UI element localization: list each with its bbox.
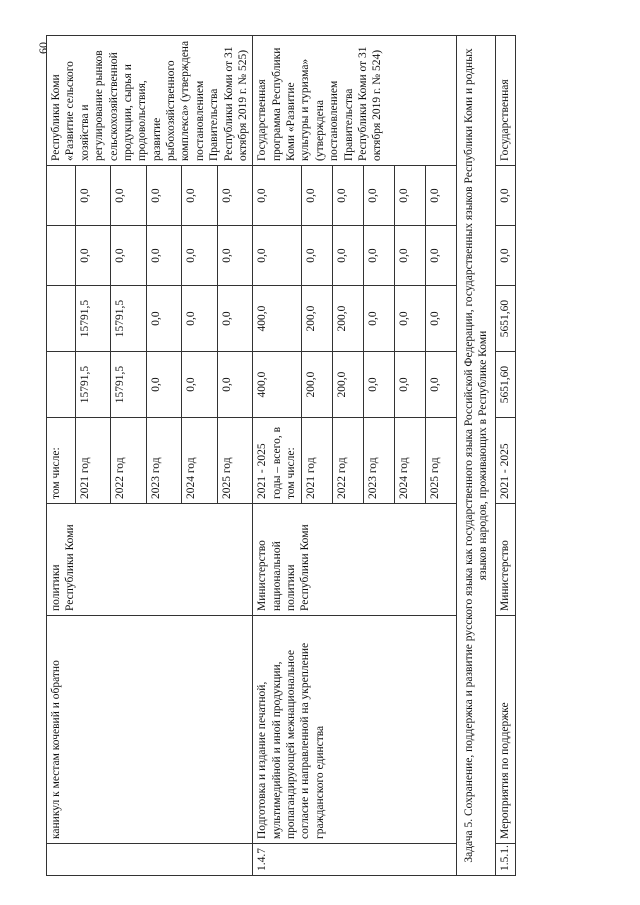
description-cell: Подготовка и издание печатной, мультимедийной и иной продукции, пропагандирующей межнациональное согласие и направленной на укрепление гражданского единства <box>253 616 457 844</box>
regional-budget-cell: 5651,60 <box>496 286 515 352</box>
total-cell: 200,0 <box>302 352 333 418</box>
other-sources-cell: 0,0 <box>496 166 515 226</box>
row-number-cell <box>47 844 253 876</box>
total-cell: 15791,5 <box>111 352 147 418</box>
task-heading-row <box>457 36 496 876</box>
federal-budget-cell <box>47 226 76 286</box>
rotated-page-content <box>46 36 612 876</box>
page-number: 60 <box>36 42 50 54</box>
other-sources-cell: 0,0 <box>395 166 426 226</box>
regional-budget-cell: 15791,5 <box>111 286 147 352</box>
total-cell: 5651,60 <box>496 352 515 418</box>
federal-budget-cell: 0,0 <box>75 226 111 286</box>
federal-budget-cell: 0,0 <box>333 226 364 286</box>
total-cell: 15791,5 <box>75 352 111 418</box>
total-cell: 0,0 <box>364 352 395 418</box>
regional-budget-cell: 0,0 <box>146 286 182 352</box>
description-cell: Мероприятия по поддержке <box>496 616 515 844</box>
total-cell: 0,0 <box>182 352 218 418</box>
regional-budget-cell: 400,0 <box>253 286 302 352</box>
year-cell: 2023 год <box>146 418 182 504</box>
year-cell: 2021 год <box>75 418 111 504</box>
regional-budget-cell: 200,0 <box>333 286 364 352</box>
other-sources-cell: 0,0 <box>182 166 218 226</box>
total-cell: 400,0 <box>253 352 302 418</box>
row-number-cell: 1.4.7 <box>253 844 457 876</box>
program-cell: Государственная программа Республики Коми «Развитие культуры и туризма» (утверждена постановлением Правительства Республики Коми от 31 октября 2019 г. № 524) <box>253 36 457 166</box>
other-sources-cell: 0,0 <box>111 166 147 226</box>
other-sources-cell <box>47 166 76 226</box>
other-sources-cell: 0,0 <box>364 166 395 226</box>
federal-budget-cell: 0,0 <box>111 226 147 286</box>
regional-budget-cell <box>47 286 76 352</box>
total-cell: 0,0 <box>426 352 457 418</box>
row-number-cell: 1.5.1. <box>496 844 515 876</box>
table-row <box>253 36 302 876</box>
regional-budget-cell: 0,0 <box>364 286 395 352</box>
federal-budget-cell: 0,0 <box>253 226 302 286</box>
other-sources-cell: 0,0 <box>333 166 364 226</box>
federal-budget-cell: 0,0 <box>302 226 333 286</box>
regional-budget-cell: 0,0 <box>217 286 253 352</box>
agency-cell: политики Республики Коми <box>47 504 253 616</box>
federal-budget-cell: 0,0 <box>146 226 182 286</box>
other-sources-cell: 0,0 <box>75 166 111 226</box>
year-cell: 2025 год <box>426 418 457 504</box>
other-sources-cell: 0,0 <box>302 166 333 226</box>
total-cell: 0,0 <box>217 352 253 418</box>
program-table <box>46 35 516 876</box>
total-cell: 200,0 <box>333 352 364 418</box>
federal-budget-cell: 0,0 <box>395 226 426 286</box>
federal-budget-cell: 0,0 <box>364 226 395 286</box>
year-cell: 2025 год <box>217 418 253 504</box>
year-cell: 2023 год <box>364 418 395 504</box>
other-sources-cell: 0,0 <box>253 166 302 226</box>
federal-budget-cell: 0,0 <box>217 226 253 286</box>
regional-budget-cell: 15791,5 <box>75 286 111 352</box>
year-cell: 2021 год <box>302 418 333 504</box>
agency-cell: Министерство <box>496 504 515 616</box>
total-cell: 0,0 <box>395 352 426 418</box>
period-cell: 2021 - 2025 <box>496 418 515 504</box>
total-cell <box>47 352 76 418</box>
year-cell: 2024 год <box>395 418 426 504</box>
year-cell: 2022 год <box>333 418 364 504</box>
year-cell: 2022 год <box>111 418 147 504</box>
regional-budget-cell: 0,0 <box>395 286 426 352</box>
regional-budget-cell: 200,0 <box>302 286 333 352</box>
regional-budget-cell: 0,0 <box>426 286 457 352</box>
other-sources-cell: 0,0 <box>146 166 182 226</box>
year-cell: 2024 год <box>182 418 218 504</box>
period-cell: том числе: <box>47 418 76 504</box>
task-5-heading: Задача 5. Сохранение, поддержка и развитие русского языка как государственного языка Российской Федерации, государственных языков Республики Коми и родных языков народов, проживающих в Республике Коми <box>457 36 496 876</box>
agency-cell: Министерство национальной политики Республики Коми <box>253 504 457 616</box>
regional-budget-cell: 0,0 <box>182 286 218 352</box>
other-sources-cell: 0,0 <box>217 166 253 226</box>
table-row <box>47 36 76 876</box>
program-cell: Республики Коми «Развитие сельского хозяйства и регулирование рынков сельскохозяйственной продукции, сырья и продовольствия, развитие рыбохозяйственного комплекса» (утверждена постановлением Правительства Республики Коми от 31 октября 2019 г. № 525) <box>47 36 253 166</box>
federal-budget-cell: 0,0 <box>496 226 515 286</box>
federal-budget-cell: 0,0 <box>426 226 457 286</box>
total-cell: 0,0 <box>146 352 182 418</box>
description-cell: каникул к местам кочевий и обратно <box>47 616 253 844</box>
federal-budget-cell: 0,0 <box>182 226 218 286</box>
program-cell: Государственная <box>496 36 515 166</box>
other-sources-cell: 0,0 <box>426 166 457 226</box>
table-row <box>496 36 515 876</box>
period-cell: 2021 - 2025 годы – всего, в том числе: <box>253 418 302 504</box>
